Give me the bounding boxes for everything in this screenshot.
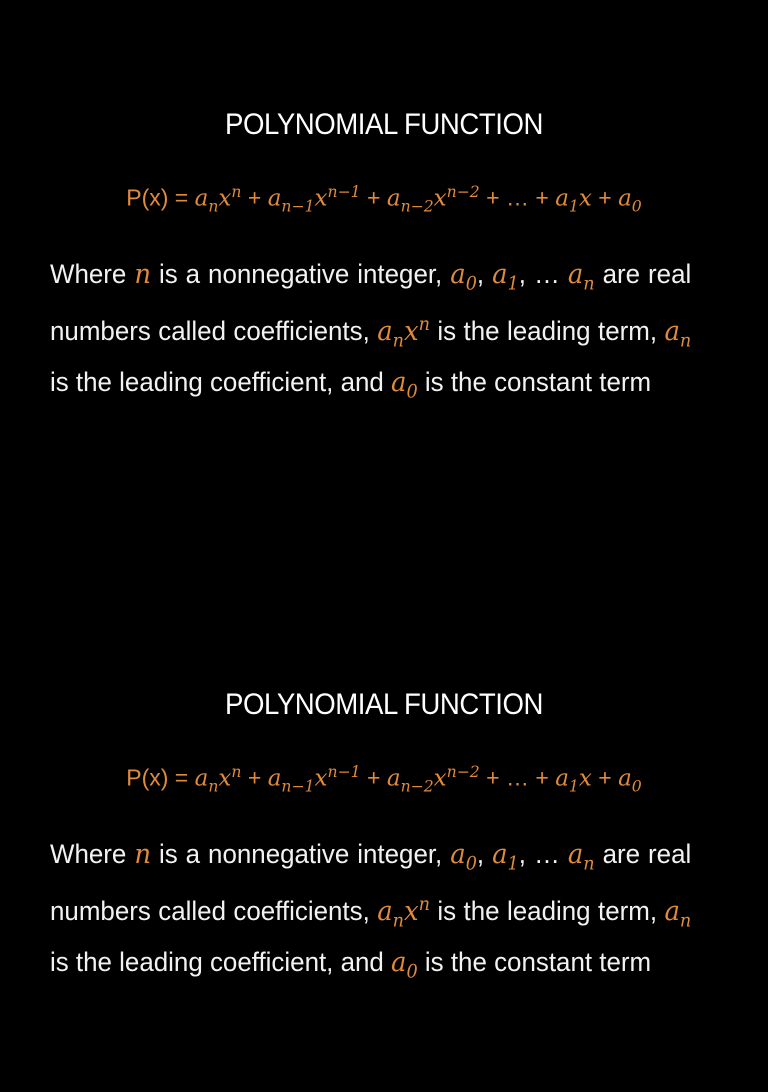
definition-text: Where n is a nonnegative integer, $a_0$, $a_1$, … $a_n$ are real numbers called coefficients, $a_nx^n$ is the leading term, $a_n$ is the leading coefficient, and $a_0$ is the constant term [50, 839, 692, 983]
polynomial-formula: $P(x) = a_nx^n + a_{n-1}x^{n-1} + a_{n-2}x^{n-2}$ + … + $a_1x + a_0$ [126, 762, 642, 796]
slide-title: POLYNOMIAL FUNCTION [225, 108, 543, 141]
slide-1 [0, 0, 768, 512]
formula-lhs: P(x) = [126, 764, 189, 791]
slide-2 [0, 580, 768, 1092]
slide-title: POLYNOMIAL FUNCTION [225, 688, 543, 721]
polynomial-formula: $P(x) = a_nx^n + a_{n-1}x^{n-1} + a_{n-2}x^{n-2}$ + … + $a_1x + a_0$ [126, 182, 642, 216]
definition-text: Where n is a nonnegative integer, $a_0$, $a_1$, … $a_n$ are real numbers called coefficients, $a_nx^n$ is the leading term, $a_n$ is the leading coefficient, and $a_0$ is the constant term [50, 259, 692, 403]
formula-lhs: P(x) = [126, 184, 189, 211]
